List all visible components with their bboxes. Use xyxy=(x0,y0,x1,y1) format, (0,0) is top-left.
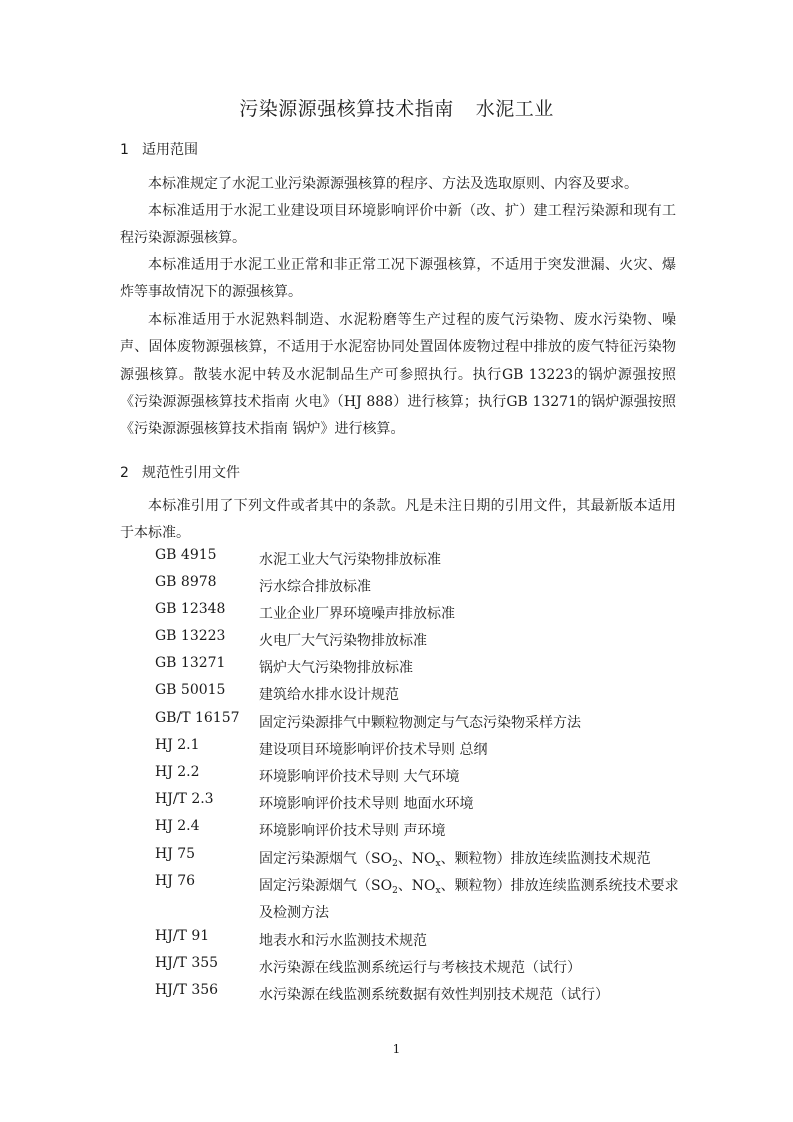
section-2-heading xyxy=(120,462,240,482)
reference-code: GB 12348 xyxy=(155,601,226,617)
section-number: 1 xyxy=(120,142,129,158)
reference-code: HJ 75 xyxy=(155,846,196,862)
section-number: 2 xyxy=(120,465,129,481)
page-number: 1 xyxy=(392,1042,401,1056)
reference-code: HJ/T 2.3 xyxy=(155,791,214,807)
reference-code: HJ 2.1 xyxy=(155,737,200,753)
section-title: 规范性引用文件 xyxy=(142,465,240,481)
reference-code: HJ/T 91 xyxy=(155,928,210,944)
paragraph: 本标准适用于水泥熟料制造、水泥粉磨等生产过程的废气污染物、废水污染物、噪声、固体废物源强核算，不适用于水泥窑协同处置固体废物过程中排放的废气特征污染物源强核算。散装水泥中转及水泥制品生产可参照执行。执行GB 13223的锅炉源强按照《污染源源强核算技术指南 火电》（HJ 888）进行核算；执行GB 13271的锅炉源强按照《污染源源强核算技术指南 锅炉》进行核算。 xyxy=(120,312,676,438)
reference-code: GB 50015 xyxy=(155,682,226,698)
reference-code: GB/T 16157 xyxy=(155,710,240,726)
reference-title: 固定污染源排气中颗粒物测定与气态污染物采样方法 xyxy=(259,715,581,731)
reference-code: HJ/T 356 xyxy=(155,982,219,998)
reference-code: HJ/T 355 xyxy=(155,955,219,971)
reference-title: 水污染源在线监测系统运行与考核技术规范（试行） xyxy=(259,960,581,976)
title-sub: 水泥工业 xyxy=(475,98,554,120)
title-main: 污染源源强核算技术指南 xyxy=(239,98,454,120)
reference-title: 锅炉大气污染物排放标准 xyxy=(259,660,413,676)
reference-code: HJ 2.4 xyxy=(155,818,200,834)
reference-title: 污水综合排放标准 xyxy=(259,579,371,595)
reference-title: 地表水和污水监测技术规范 xyxy=(259,933,427,949)
reference-title: 环境影响评价技术导则 声环境 xyxy=(259,823,446,839)
reference-code: GB 4915 xyxy=(155,547,217,563)
paragraph: 本标准适用于水泥工业建设项目环境影响评价中新（改、扩）建工程污染源和现有工程污染源源强核算。 xyxy=(120,203,676,247)
section-title: 适用范围 xyxy=(142,142,198,158)
reference-title: 环境影响评价技术导则 地面水环境 xyxy=(259,796,474,812)
reference-code: HJ 2.2 xyxy=(155,764,200,780)
reference-code: GB 8978 xyxy=(155,574,217,590)
reference-title: 建筑给水排水设计规范 xyxy=(259,687,399,703)
reference-title: 固定污染源烟气（$SO_2$、$NO_x$、颗粒物）排放连续监测系统技术要求及检测方法 xyxy=(259,878,679,922)
paragraph: 本标准适用于水泥工业正常和非正常工况下源强核算，不适用于突发泄漏、火灾、爆炸等事故情况下的源强核算。 xyxy=(120,257,676,301)
reference-title: 建设项目环境影响评价技术导则 总纲 xyxy=(259,742,488,758)
paragraph: 本标准引用了下列文件或者其中的条款。凡是未注日期的引用文件，其最新版本适用于本标准。 xyxy=(120,498,676,542)
section-1-heading xyxy=(120,139,198,159)
reference-title: 水污染源在线监测系统数据有效性判别技术规范（试行） xyxy=(259,987,609,1003)
reference-title: 工业企业厂界环境噪声排放标准 xyxy=(259,606,455,622)
reference-code: GB 13223 xyxy=(155,628,226,644)
reference-code: GB 13271 xyxy=(155,655,226,671)
reference-code: HJ 76 xyxy=(155,873,196,889)
page-title xyxy=(0,94,793,121)
reference-title: 火电厂大气污染物排放标准 xyxy=(259,633,427,649)
reference-title: 固定污染源烟气（$SO_2$、$NO_x$、颗粒物）排放连续监测技术规范 xyxy=(259,851,651,869)
paragraph: 本标准规定了水泥工业污染源源强核算的程序、方法及选取原则、内容及要求。 xyxy=(148,176,638,192)
reference-title: 环境影响评价技术导则 大气环境 xyxy=(259,769,460,785)
reference-title: 水泥工业大气污染物排放标准 xyxy=(259,552,441,568)
